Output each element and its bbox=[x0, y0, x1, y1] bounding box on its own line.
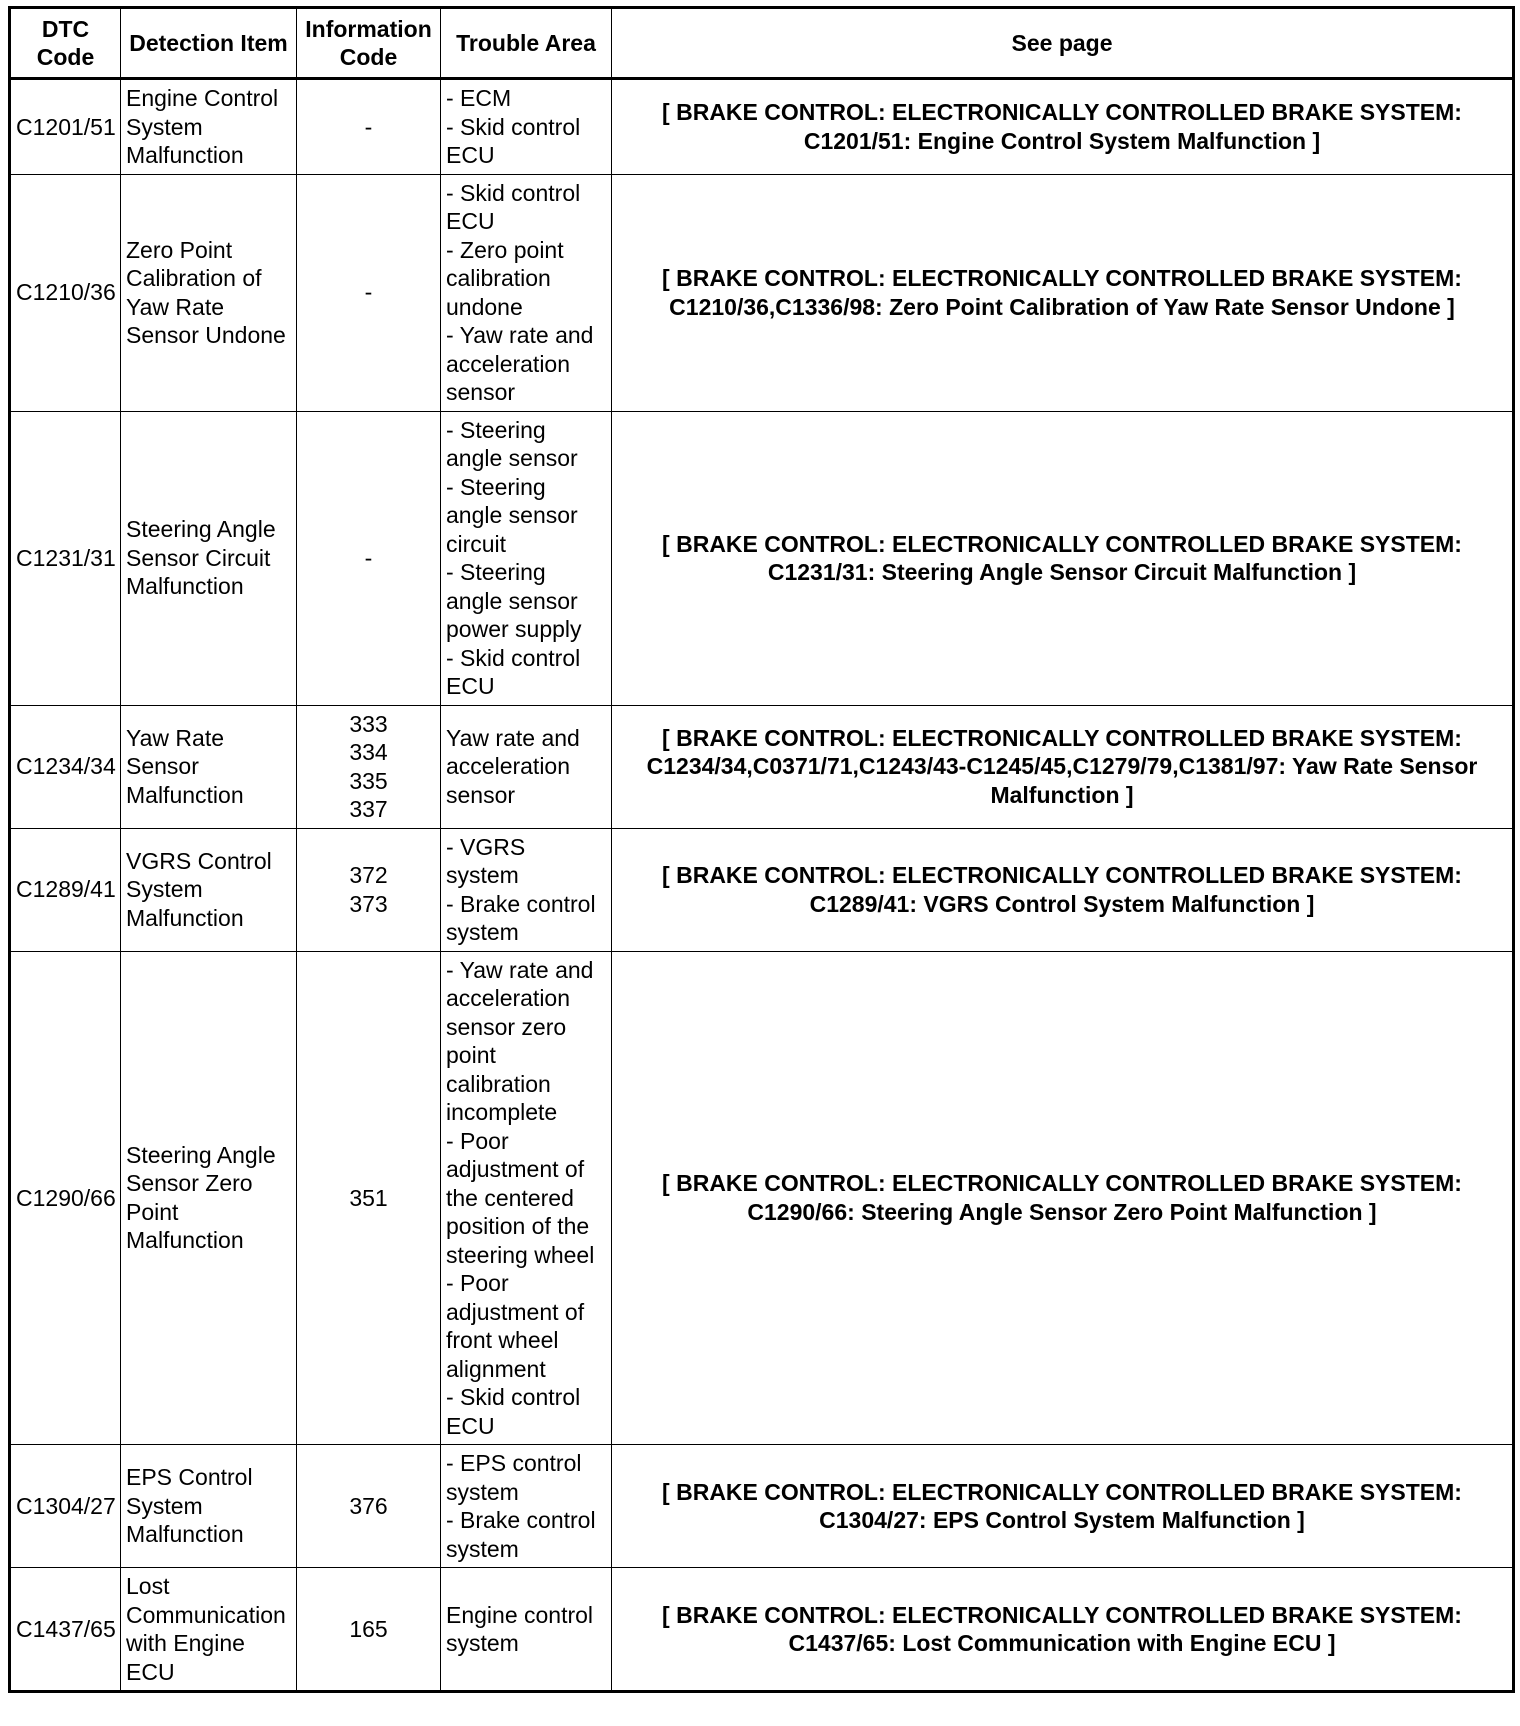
trouble-area-cell-line: Engine control bbox=[446, 1601, 594, 1628]
table-row bbox=[10, 411, 1514, 705]
detection-item-cell-line: Point bbox=[126, 1198, 179, 1225]
trouble-area-cell-line: angle sensor bbox=[446, 587, 578, 614]
detection-item-cell bbox=[121, 79, 297, 175]
detection-item-cell-line: Yaw Rate bbox=[126, 724, 225, 751]
information-code-cell bbox=[297, 174, 441, 411]
detection-item-cell-line: VGRS Control bbox=[126, 847, 272, 874]
trouble-area-cell-line: power supply bbox=[446, 616, 582, 642]
see-page-link-line: C1231/31: Steering Angle Sensor Circuit Malfunction ] bbox=[767, 559, 1357, 585]
information-code-cell bbox=[297, 79, 441, 175]
see-page-link-line: [ BRAKE CONTROL: ELECTRONICALLY CONTROLLED BRAKE SYSTEM: bbox=[662, 1478, 1462, 1505]
trouble-area-cell-line: - Skid control bbox=[446, 644, 581, 671]
see-page-link-line: C1210/36,C1336/98: Zero Point Calibration of Yaw Rate Sensor Undone ] bbox=[669, 293, 1455, 320]
trouble-area-cell bbox=[441, 828, 612, 951]
table-row bbox=[10, 1568, 1514, 1692]
see-page-link-line: [ BRAKE CONTROL: ELECTRONICALLY CONTROLLED BRAKE SYSTEM: bbox=[662, 1601, 1462, 1628]
trouble-area-cell-line: adjustment of bbox=[446, 1298, 585, 1325]
detection-item-cell-line: with Engine bbox=[126, 1630, 245, 1656]
information-code-cell-line: 165 bbox=[349, 1615, 388, 1642]
trouble-area-cell-line: - Skid control bbox=[446, 179, 581, 206]
dtc-code-cell: C1290/66 bbox=[10, 951, 121, 1445]
detection-item-cell-line: Malfunction bbox=[126, 1227, 244, 1254]
dtc-code-cell: C1289/41 bbox=[10, 828, 121, 951]
trouble-area-cell-line: front wheel bbox=[446, 1327, 559, 1353]
dtc-code-cell: C1304/27 bbox=[10, 1445, 121, 1568]
table-body bbox=[10, 79, 1514, 1692]
trouble-area-cell bbox=[441, 411, 612, 705]
table-row bbox=[10, 951, 1514, 1445]
trouble-area-cell-line: - Skid control bbox=[446, 113, 581, 140]
table-row bbox=[10, 705, 1514, 828]
trouble-area-cell-line: sensor bbox=[446, 379, 516, 405]
detection-item-cell bbox=[121, 705, 297, 828]
dtc-code-cell: C1437/65 bbox=[10, 1568, 121, 1692]
trouble-area-cell-line: acceleration bbox=[446, 985, 571, 1011]
trouble-area-cell-line: system bbox=[446, 1630, 519, 1656]
see-page-link bbox=[612, 411, 1514, 705]
information-code-cell-line: 372 bbox=[349, 862, 388, 888]
see-page-link bbox=[612, 79, 1514, 175]
detection-item-cell-line: Calibration of bbox=[126, 265, 262, 291]
trouble-area-cell-line: calibration bbox=[446, 1070, 551, 1097]
information-code-cell-line: - bbox=[364, 544, 373, 571]
dtc-code-cell: C1234/34 bbox=[10, 705, 121, 828]
trouble-area-cell-line: - VGRS bbox=[446, 833, 526, 860]
trouble-area-cell-line: - Yaw rate and bbox=[446, 956, 594, 983]
see-page-link bbox=[612, 1445, 1514, 1568]
dtc-code-cell: C1231/31 bbox=[10, 411, 121, 705]
header-detection-item: Detection Item bbox=[121, 8, 297, 79]
information-code-cell bbox=[297, 411, 441, 705]
see-page-link-line: [ BRAKE CONTROL: ELECTRONICALLY CONTROLLED BRAKE SYSTEM: bbox=[662, 265, 1462, 291]
trouble-area-cell-line: - Poor bbox=[446, 1270, 509, 1296]
trouble-area-cell-line: ECU bbox=[446, 208, 495, 234]
trouble-area-cell-line: sensor zero bbox=[446, 1013, 567, 1040]
information-code-cell bbox=[297, 1568, 441, 1692]
trouble-area-cell bbox=[441, 1568, 612, 1692]
detection-item-cell-line: Communication bbox=[126, 1601, 286, 1628]
information-code-cell-line: 351 bbox=[349, 1184, 388, 1211]
detection-item-cell-line: Steering Angle bbox=[126, 1141, 276, 1168]
trouble-area-cell bbox=[441, 951, 612, 1445]
detection-item-cell-line: Sensor Undone bbox=[126, 322, 286, 348]
trouble-area-cell-line: point bbox=[446, 1042, 496, 1068]
header-information-code bbox=[297, 8, 441, 79]
trouble-area-cell-line: acceleration bbox=[446, 753, 571, 780]
detection-item-cell-line: ECU bbox=[126, 1658, 175, 1685]
see-page-link-line: C1201/51: Engine Control System Malfunction ] bbox=[803, 127, 1321, 154]
trouble-area-cell-line: system bbox=[446, 862, 519, 888]
see-page-link-line: [ BRAKE CONTROL: ELECTRONICALLY CONTROLLED BRAKE SYSTEM: bbox=[662, 99, 1462, 126]
detection-item-cell-line: Zero Point bbox=[126, 236, 233, 263]
trouble-area-cell-line: angle sensor bbox=[446, 445, 578, 471]
detection-item-cell bbox=[121, 1568, 297, 1692]
trouble-area-cell-line: - Steering bbox=[446, 416, 546, 443]
table-row bbox=[10, 828, 1514, 951]
detection-item-cell bbox=[121, 951, 297, 1445]
detection-item-cell-line: System bbox=[126, 113, 203, 140]
information-code-cell-line: 334 bbox=[349, 739, 388, 765]
header-line: Information bbox=[305, 16, 432, 42]
trouble-area-cell-line: - Skid control bbox=[446, 1384, 581, 1410]
dtc-code-cell: C1201/51 bbox=[10, 79, 121, 175]
information-code-cell bbox=[297, 951, 441, 1445]
information-code-cell bbox=[297, 705, 441, 828]
information-code-cell bbox=[297, 1445, 441, 1568]
trouble-area-cell-line: - Yaw rate and bbox=[446, 322, 594, 348]
dtc-code-cell: C1210/36 bbox=[10, 174, 121, 411]
see-page-link-line: C1437/65: Lost Communication with Engine ECU ] bbox=[788, 1630, 1336, 1656]
trouble-area-cell-line: - Brake control bbox=[446, 890, 596, 917]
trouble-area-cell-line: sensor bbox=[446, 781, 516, 808]
trouble-area-cell-line: ECU bbox=[446, 673, 495, 699]
information-code-cell-line: 337 bbox=[349, 796, 388, 822]
see-page-link bbox=[612, 174, 1514, 411]
trouble-area-cell-line: - ECM bbox=[446, 85, 512, 111]
trouble-area-cell-line: circuit bbox=[446, 530, 507, 557]
detection-item-cell-line: EPS Control bbox=[126, 1464, 253, 1491]
detection-item-cell-line: Sensor Circuit bbox=[126, 544, 271, 571]
trouble-area-cell bbox=[441, 705, 612, 828]
information-code-cell-line: 335 bbox=[349, 767, 388, 794]
detection-item-cell bbox=[121, 174, 297, 411]
see-page-link-line: [ BRAKE CONTROL: ELECTRONICALLY CONTROLLED BRAKE SYSTEM: bbox=[662, 862, 1462, 888]
detection-item-cell-line: Sensor bbox=[126, 753, 199, 780]
information-code-cell-line: - bbox=[364, 279, 373, 306]
table-row bbox=[10, 79, 1514, 175]
detection-item-cell-line: Malfunction bbox=[126, 142, 244, 168]
detection-item-cell-line: System bbox=[126, 1492, 203, 1519]
see-page-link-line: C1304/27: EPS Control System Malfunction ] bbox=[819, 1507, 1305, 1533]
detection-item-cell-line: Malfunction bbox=[126, 573, 244, 600]
see-page-link bbox=[612, 705, 1514, 828]
see-page-link bbox=[612, 951, 1514, 1445]
detection-item-cell-line: Engine Control bbox=[126, 85, 279, 111]
table-row bbox=[10, 174, 1514, 411]
trouble-area-cell-line: system bbox=[446, 1535, 519, 1562]
trouble-area-cell-line: ECU bbox=[446, 1412, 495, 1439]
header-line: Code bbox=[339, 44, 398, 70]
trouble-area-cell-line: - Steering bbox=[446, 559, 546, 585]
see-page-link bbox=[612, 1568, 1514, 1692]
trouble-area-cell-line: system bbox=[446, 1478, 519, 1505]
detection-item-cell-line: Malfunction bbox=[126, 1521, 244, 1548]
detection-item-cell-line: Steering Angle bbox=[126, 516, 276, 543]
detection-item-cell-line: Malfunction bbox=[126, 781, 244, 808]
header-line: Code bbox=[36, 44, 95, 70]
trouble-area-cell-line: - EPS control bbox=[446, 1450, 582, 1476]
trouble-area-cell-line: undone bbox=[446, 293, 523, 320]
trouble-area-cell-line: position of the bbox=[446, 1213, 590, 1239]
header-see-page: See page bbox=[612, 8, 1514, 79]
information-code-cell-line: 333 bbox=[349, 710, 388, 737]
trouble-area-cell-line: calibration bbox=[446, 265, 551, 291]
trouble-area-cell-line: ECU bbox=[446, 142, 495, 168]
see-page-link-line: [ BRAKE CONTROL: ELECTRONICALLY CONTROLLED BRAKE SYSTEM: bbox=[662, 530, 1462, 557]
trouble-area-cell-line: incomplete bbox=[446, 1099, 558, 1125]
trouble-area-cell-line: angle sensor bbox=[446, 502, 578, 528]
detection-item-cell-line: Sensor Zero bbox=[126, 1170, 253, 1197]
detection-item-cell bbox=[121, 411, 297, 705]
information-code-cell-line: - bbox=[364, 113, 373, 140]
trouble-area-cell-line: the centered bbox=[446, 1184, 574, 1211]
trouble-area-cell-line: system bbox=[446, 919, 519, 945]
table-row bbox=[10, 1445, 1514, 1568]
detection-item-cell-line: Malfunction bbox=[126, 904, 244, 931]
see-page-link-line: C1289/41: VGRS Control System Malfunction ] bbox=[809, 890, 1315, 917]
trouble-area-cell-line: - Zero point bbox=[446, 236, 564, 263]
table-header-row bbox=[10, 8, 1514, 79]
trouble-area-cell-line: steering wheel bbox=[446, 1241, 595, 1268]
trouble-area-cell bbox=[441, 79, 612, 175]
detection-item-cell-line: System bbox=[126, 876, 203, 903]
header-trouble-area: Trouble Area bbox=[441, 8, 612, 79]
header-line: DTC bbox=[41, 16, 90, 42]
dtc-table bbox=[8, 6, 1515, 1693]
trouble-area-cell-line: - Steering bbox=[446, 473, 546, 500]
header-dtc-code bbox=[10, 8, 121, 79]
trouble-area-cell-line: alignment bbox=[446, 1355, 546, 1382]
trouble-area-cell-line: - Brake control bbox=[446, 1507, 596, 1533]
information-code-cell-line: 373 bbox=[349, 890, 388, 917]
see-page-link-line: C1290/66: Steering Angle Sensor Zero Point Malfunction ] bbox=[747, 1198, 1377, 1225]
detection-item-cell-line: Yaw Rate bbox=[126, 293, 225, 320]
information-code-cell-line: 376 bbox=[349, 1492, 388, 1519]
trouble-area-cell-line: adjustment of bbox=[446, 1156, 585, 1182]
see-page-link-line: [ BRAKE CONTROL: ELECTRONICALLY CONTROLLED BRAKE SYSTEM: bbox=[662, 1170, 1462, 1197]
see-page-link-line: C1234/34,C0371/71,C1243/43-C1245/45,C1279/79,C1381/97: Yaw Rate Sensor bbox=[646, 753, 1478, 780]
see-page-link bbox=[612, 828, 1514, 951]
see-page-link-line: Malfunction ] bbox=[990, 781, 1134, 808]
detection-item-cell-line: Lost bbox=[126, 1573, 170, 1599]
detection-item-cell bbox=[121, 828, 297, 951]
trouble-area-cell-line: - Poor bbox=[446, 1127, 509, 1154]
trouble-area-cell-line: Yaw rate and bbox=[446, 724, 580, 751]
trouble-area-cell bbox=[441, 1445, 612, 1568]
trouble-area-cell-line: acceleration bbox=[446, 350, 571, 377]
information-code-cell bbox=[297, 828, 441, 951]
see-page-link-line: [ BRAKE CONTROL: ELECTRONICALLY CONTROLLED BRAKE SYSTEM: bbox=[662, 724, 1462, 751]
trouble-area-cell bbox=[441, 174, 612, 411]
detection-item-cell bbox=[121, 1445, 297, 1568]
